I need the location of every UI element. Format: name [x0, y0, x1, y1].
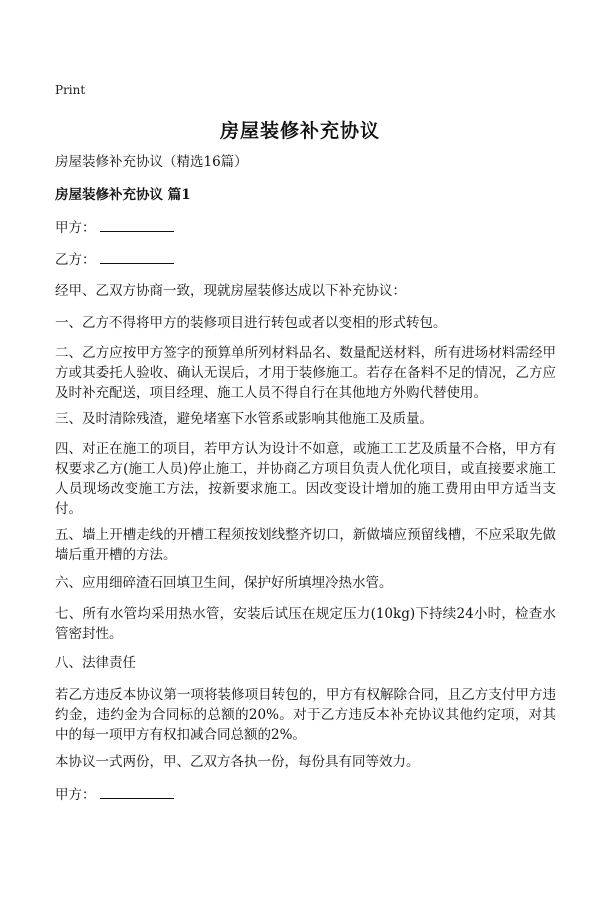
party-a-label: 甲方：: [55, 220, 96, 236]
intro-paragraph: 经甲、乙双方协商一致，现就房屋装修达成以下补充协议：: [55, 283, 406, 299]
party-a-sign-blank: [100, 784, 174, 799]
clause-7: 七、所有水管均采用热水管，安装后试压在规定压力(10kg)下持续24小时，检查水管密封性。: [55, 606, 556, 642]
page-title: 房屋装修补充协议: [219, 120, 380, 142]
clause-2: 二、乙方应按甲方签字的预算单所列材料品名、数量配送材料，所有进场材料需经甲方或其委托人验收、确认无误后，才用于装修施工。若存在备料不足的情况，乙方应及时补充配送，项目经理、施工人员不得自行在其他地方外购代替使用。: [55, 345, 556, 401]
clause-5: 五、墙上开槽走线的开槽工程须按划线整齐切口，新做墙应预留线槽，不应采取先做墙后重开槽的方法。: [55, 527, 556, 563]
party-b-label: 乙方：: [55, 252, 96, 268]
document-subtitle: 房屋装修补充协议（精选16篇）: [55, 154, 248, 170]
party-a-sign-label: 甲方：: [55, 787, 96, 803]
print-label[interactable]: Print: [55, 83, 86, 97]
clause-4: 四、对正在施工的项目，若甲方认为设计不如意，或施工工艺及质量不合格，甲方有权要求乙方(施工人员)停止施工，并协商乙方项目负责人优化项目，或直接要求施工人员现场改变施工方法，按新要求施工。因改变设计增加的施工费用由甲方适当支付。: [55, 441, 556, 517]
copies-paragraph: 本协议一式两份，甲、乙双方各执一份，每份具有同等效力。: [55, 754, 420, 770]
party-a-blank: [100, 217, 174, 232]
clause-6: 六、应用细碎渣石回填卫生间，保护好所填埋冷热水管。: [55, 575, 393, 591]
party-b-line: [55, 249, 556, 270]
clause-1: 一、乙方不得将甲方的装修项目进行转包或者以变相的形式转包。: [55, 315, 447, 331]
liability-paragraph: 若乙方违反本协议第一项将装修项目转包的，甲方有权解除合同，且乙方支付甲方违约金，违约金为合同标的总额的20%。对于乙方违反本补充协议其他约定项，对其中的每一项甲方有权扣减合同总额的2%。: [55, 687, 556, 743]
clause-8: 八、法律责任: [55, 655, 136, 671]
section-heading: 房屋装修补充协议 篇1: [55, 187, 191, 203]
party-a-line: [55, 217, 556, 238]
party-b-blank: [100, 249, 174, 264]
party-a-sign-line: [55, 784, 556, 805]
clause-3: 三、及时清除残渣，避免堵塞下水管系或影响其他施工及质量。: [55, 411, 433, 427]
